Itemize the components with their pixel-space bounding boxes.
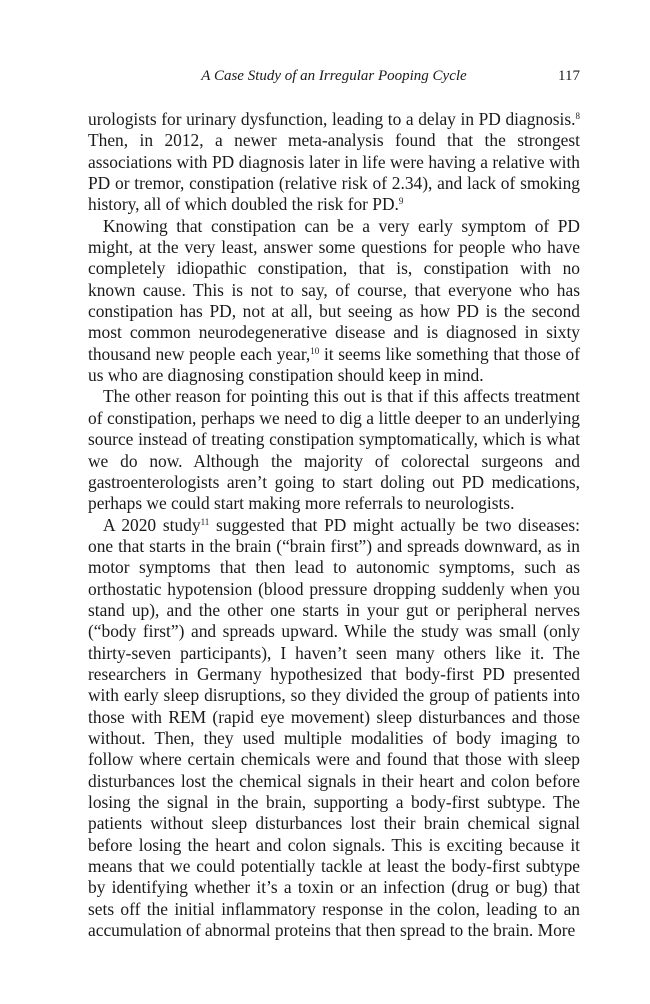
text-run: A 2020 study [103, 514, 201, 535]
text-run: Then, in 2012, a newer meta-analysis found that the strongest associations with PD diagnosis later in life were having a relative with PD or tremor, constipation (relative risk of 2.34), and lack of smoking history, all of which doubled the risk for PD. [88, 130, 580, 215]
running-title: A Case Study of an Irregular Pooping Cycle [201, 68, 467, 84]
page-number: 117 [558, 68, 580, 84]
text-run: urologists for urinary dysfunction, leading to a delay in PD diagnosis. [88, 109, 576, 129]
paragraph [88, 216, 580, 387]
paragraph [88, 515, 580, 942]
paragraph [88, 386, 580, 514]
footnote-reference: 11 [200, 516, 210, 527]
text-run: The other reason for pointing this out is that if this affects treatment of constipation, perhaps we need to dig a little deeper to an underlying source instead of treating constipation symptomatically, which is what we do now. Although the majority of colorectal surgeons and gastroenterologists aren’t going to start doling out PD medications, perhaps we could start making more referrals to neurologists. [88, 386, 580, 514]
body-text [88, 109, 580, 941]
text-run: it seems like something that those of us who are diagnosing constipation should keep in mind. [88, 343, 580, 386]
footnote-reference: 10 [310, 345, 320, 356]
paragraph [88, 109, 580, 216]
text-run: Knowing that constipation can be a very early symptom of PD might, at the very least, answer some questions for people who have completely idiopathic constipation, that is, constipation with no known cause. This is not to say, of course, that everyone who has constipation has PD, not at all, but seeing as how PD is the second most common neurodegenerative disease and is diagnosed in sixty thousand new people each year, [88, 215, 580, 364]
running-head [88, 68, 580, 88]
footnote-reference: 9 [398, 196, 404, 207]
text-run: suggested that PD might actually be two diseases: one that starts in the brain (“brain first”) and spreads downward, as in motor symptoms that then lead to autonomic symptoms, such as orthostatic hypotension (blood pressure dropping suddenly when you stand up), and the other one starts in your gut or peripheral nerves (“body first”) and spreads upward. While the study was small (only thirty-seven participants), I haven’t seen many others like it. The researchers in Germany hypothesized that body-first PD presented with early sleep disruptions, so they divided the group of patients into those with REM (rapid eye movement) sleep disturbances and those without. Then, they used multiple modalities of body imaging to follow where certain chemicals were and found that those with sleep disturbances lost the chemical signals in their heart and colon before losing the signal in the brain, supporting a body-first subtype. The patients without sleep disturbances lost their brain chemical signal before losing the heart and colon signals. This is exciting because it means that we could potentially tackle at least the body-first subtype by identifying whether it’s a toxin or an infection (drug or bug) that sets off the initial inflammatory response in the colon, leading to an accumulation of abnormal proteins that then spread to the brain. More [88, 514, 581, 941]
footnote-reference: 8 [575, 111, 580, 121]
